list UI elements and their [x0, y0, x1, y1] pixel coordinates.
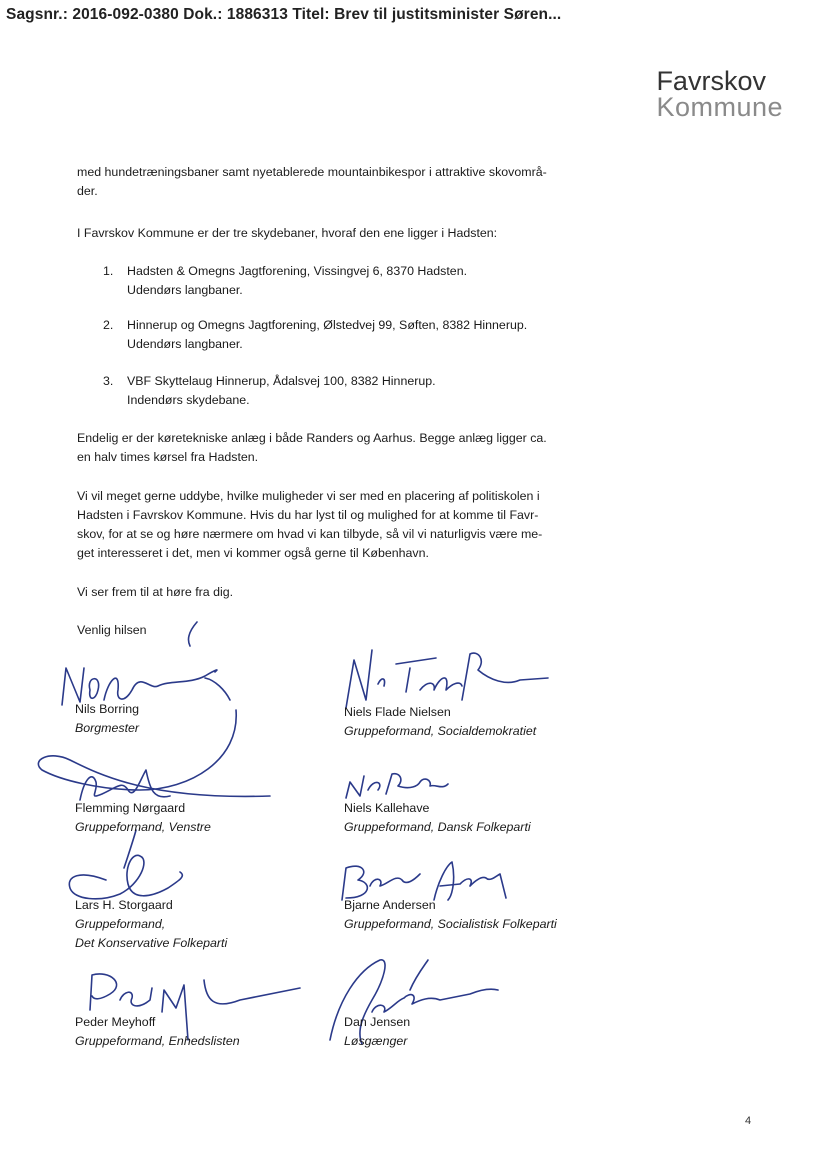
- signatory-name: Niels Kallehave: [344, 801, 430, 815]
- signatory-role: Løsgænger: [344, 1034, 408, 1048]
- list-number: 1.: [103, 264, 114, 278]
- paragraph-4-line-4: get interesseret i det, men vi kommer også gerne til København.: [77, 546, 429, 560]
- signatory-bjarne-andersen: [344, 896, 557, 934]
- signatory-role: Gruppeformand, Socialdemokratiet: [344, 724, 537, 738]
- signatory-name: Nils Borring: [75, 702, 140, 716]
- signatory-peder-meyhoff: [75, 1013, 240, 1051]
- paragraph-4-line-1: Vi vil meget gerne uddybe, hvilke muligheder vi ser med en placering af politiskolen i: [77, 489, 540, 503]
- signatory-role: Gruppeformand, Enhedslisten: [75, 1034, 240, 1048]
- list-item-line-2: Udendørs langbaner.: [127, 283, 243, 297]
- signatory-name: Lars H. Storgaard: [75, 898, 173, 912]
- list-item-line-2: Indendørs skydebane.: [127, 393, 250, 407]
- signatory-flemming-norgaard: [75, 799, 211, 837]
- signatory-role: Gruppeformand, Socialistisk Folkeparti: [344, 917, 557, 931]
- list-number: 2.: [103, 318, 114, 332]
- signatory-name: Flemming Nørgaard: [75, 801, 186, 815]
- signatory-niels-flade-nielsen: [344, 703, 536, 741]
- signatory-role: Borgmester: [75, 721, 140, 735]
- list-item-line-1: Hadsten & Omegns Jagtforening, Vissingvej 6, 8370 Hadsten.: [127, 264, 468, 278]
- signatory-name: Dan Jensen: [344, 1015, 411, 1029]
- paragraph-4-line-3: skov, for at se og høre nærmere om hvad vi kan tilbyde, så vil vi naturligvis være me-: [77, 527, 543, 541]
- document-header: Sagsnr.: 2016-092-0380 Dok.: 1886313 Titel: Brev til justitsminister Søren...: [6, 6, 562, 23]
- signatory-lars-storgaard: [75, 896, 227, 953]
- list-number: 3.: [103, 374, 114, 388]
- list-item-line-1: Hinnerup og Omegns Jagtforening, Ølstedvej 99, Søften, 8382 Hinnerup.: [127, 318, 528, 332]
- logo-line-1: Favrskov: [656, 66, 766, 96]
- signatory-niels-kallehave: [344, 799, 531, 837]
- paragraph-1-line-2: der.: [77, 184, 98, 198]
- closing: Venlig hilsen: [77, 623, 147, 637]
- signatory-name: Peder Meyhoff: [75, 1015, 156, 1029]
- paragraph-4-line-2: Hadsten i Favrskov Kommune. Hvis du har lyst til og mulighed for at komme til Favr-: [77, 508, 539, 522]
- paragraph-2: I Favrskov Kommune er der tre skydebaner, hvoraf den ene ligger i Hadsten:: [77, 226, 498, 240]
- list-item-line-2: Udendørs langbaner.: [127, 337, 243, 351]
- paragraph-5: Vi ser frem til at høre fra dig.: [77, 585, 234, 599]
- signatory-nils-borring: [75, 700, 139, 738]
- signatory-name: Niels Flade Nielsen: [344, 705, 451, 719]
- page-number: 4: [745, 1115, 752, 1127]
- signatory-name: Bjarne Andersen: [344, 898, 436, 912]
- signatory-role: Gruppeformand, Dansk Folkeparti: [344, 820, 531, 834]
- signatory-role: Gruppeformand, Venstre: [75, 820, 211, 834]
- logo-line-2: Kommune: [656, 92, 783, 122]
- signatory-role: Gruppeformand,: [75, 917, 166, 931]
- signatory-role-2: Det Konservative Folkeparti: [75, 936, 228, 950]
- paragraph-1-line-1: med hundetræningsbaner samt nyetablerede mountainbikespor i attraktive skovområ-: [77, 165, 547, 179]
- paragraph-3-line-2: en halv times kørsel fra Hadsten.: [77, 450, 259, 464]
- list-item-line-1: VBF Skyttelaug Hinnerup, Ådalsvej 100, 8382 Hinnerup.: [127, 374, 436, 388]
- signatory-dan-jensen: [344, 1013, 410, 1051]
- paragraph-3-line-1: Endelig er der køretekniske anlæg i både Randers og Aarhus. Begge anlæg ligger ca.: [77, 431, 547, 445]
